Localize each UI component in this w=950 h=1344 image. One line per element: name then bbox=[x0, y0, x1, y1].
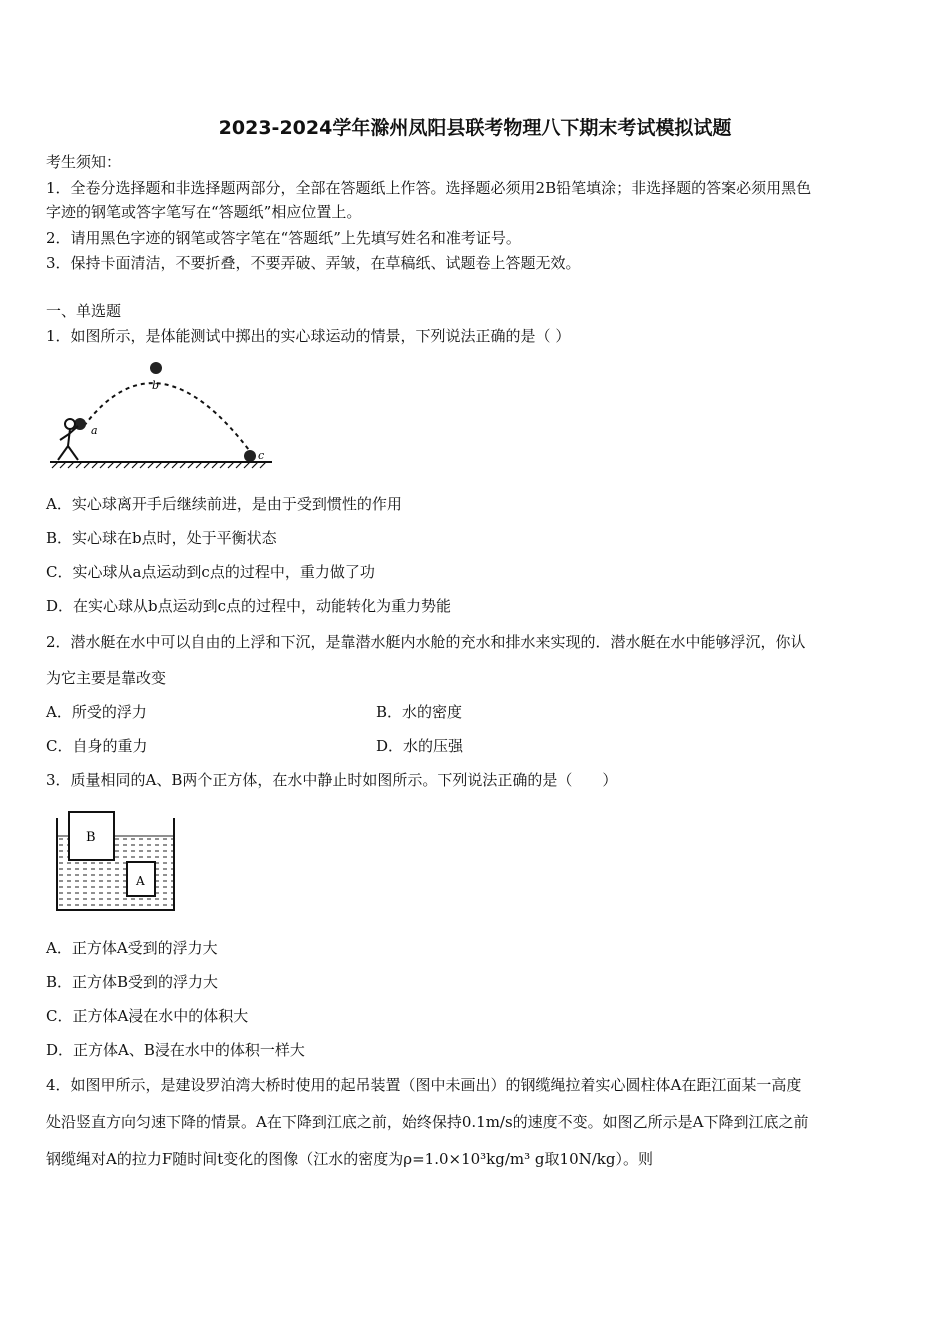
option-D: D．正方体A、B浸在水中的体积一样大 bbox=[46, 1041, 305, 1059]
cube-label-B: B bbox=[86, 830, 96, 845]
notice-item: 1．全卷分选择题和非选择题两部分，全部在答题纸上作答。选择题必须用2B铅笔填涂；非选择题的答案必须用黑色 bbox=[46, 179, 812, 197]
option-B: B．实心球在b点时，处于平衡状态 bbox=[46, 529, 277, 547]
option-C: C．自身的重力 bbox=[46, 737, 148, 755]
option-D: D．在实心球从b点运动到c点的过程中，动能转化为重力势能 bbox=[46, 597, 452, 615]
option-A: A．实心球离开手后继续前进，是由于受到惯性的作用 bbox=[46, 495, 402, 513]
question-4-stem-cont: 处沿竖直方向匀速下降的情景。A在下降到江底之前，始终保持0.1m/s的速度不变。如图乙所示是A下降到江底之前 bbox=[46, 1113, 809, 1131]
cube-label-A: A bbox=[136, 874, 145, 888]
figure-label-a: a bbox=[91, 424, 98, 437]
option-B: B．正方体B受到的浮力大 bbox=[46, 973, 219, 991]
notice-item: 字迹的钢笔或答字笔写在“答题纸”相应位置上。 bbox=[46, 203, 362, 221]
figure-label-b: b bbox=[152, 379, 160, 392]
option-A: A．正方体A受到的浮力大 bbox=[46, 939, 218, 957]
option-B: B．水的密度 bbox=[376, 703, 463, 721]
question-3-stem: 3．质量相同的A、B两个正方体，在水中静止时如图所示。下列说法正确的是（ ） bbox=[46, 771, 618, 789]
figure-cubes-in-water bbox=[50, 806, 182, 914]
question-4-stem-cont: 钢缆绳对A的拉力F随时间t变化的图像（江水的密度为ρ=1.0×10³kg/m³ g取10N/kg）。则 bbox=[46, 1150, 653, 1168]
section-heading: 一、单选题 bbox=[46, 302, 122, 320]
figure-shot-put bbox=[46, 358, 276, 476]
notice-item: 3．保持卡面清洁，不要折叠，不要弄破、弄皱，在草稿纸、试题卷上答题无效。 bbox=[46, 254, 581, 272]
page-title: 2023-2024学年滁州凤阳县联考物理八下期末考试模拟试题 bbox=[218, 117, 732, 139]
question-2-stem: 2．潜水艇在水中可以自由的上浮和下沉，是靠潜水艇内水舱的充水和排水来实现的．潜水艇在水中能够浮沉，你认 bbox=[46, 633, 806, 651]
question-2-stem-cont: 为它主要是靠改变 bbox=[46, 669, 167, 687]
option-D: D．水的压强 bbox=[376, 737, 464, 755]
option-A: A．所受的浮力 bbox=[46, 703, 147, 721]
figure-label-c: c bbox=[258, 449, 265, 462]
question-1-stem: 1．如图所示，是体能测试中掷出的实心球运动的情景，下列说法正确的是（ ） bbox=[46, 327, 571, 345]
option-C: C．正方体A浸在水中的体积大 bbox=[46, 1007, 249, 1025]
notice-heading: 考生须知： bbox=[46, 153, 122, 171]
option-C: C．实心球从a点运动到c点的过程中，重力做了功 bbox=[46, 563, 375, 581]
question-4-stem: 4．如图甲所示，是建设罗泊湾大桥时使用的起吊装置（图中未画出）的钢缆绳拉着实心圆柱体A在距江面某一高度 bbox=[46, 1076, 802, 1094]
notice-item: 2．请用黑色字迹的钢笔或答字笔在“答题纸”上先填写姓名和准考证号。 bbox=[46, 229, 521, 247]
